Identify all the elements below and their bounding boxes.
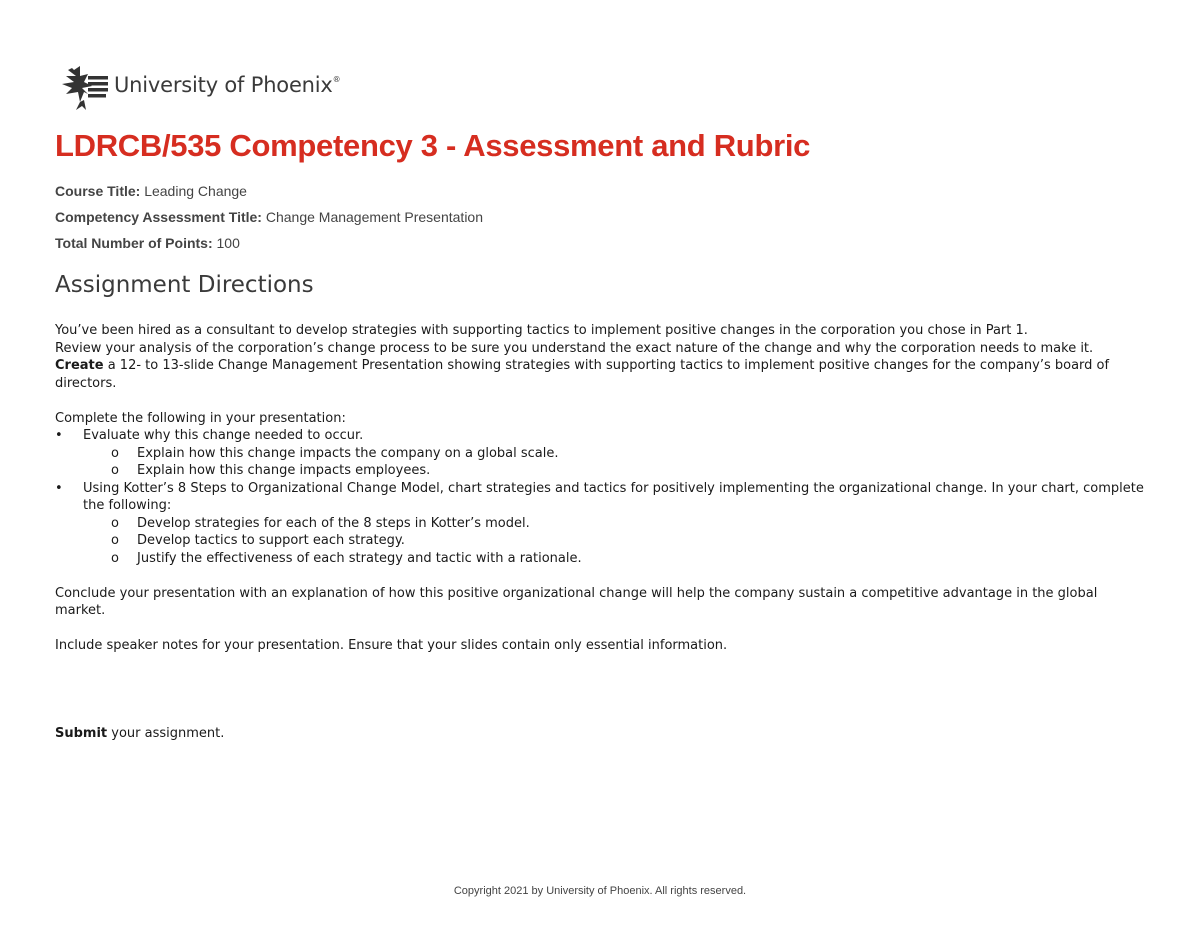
bullet-icon: • bbox=[55, 428, 63, 443]
assessment-title-line bbox=[55, 209, 483, 225]
phoenix-bird-icon bbox=[58, 58, 108, 112]
create-keyword: Create bbox=[55, 358, 104, 373]
submit-keyword: Submit bbox=[55, 725, 108, 741]
paragraph-speaker-notes: Include speaker notes for your presentation. Ensure that your slides contain only essential information. bbox=[55, 638, 728, 653]
total-points-line bbox=[55, 235, 240, 251]
copyright-footer: Copyright 2021 by University of Phoenix. All rights reserved. bbox=[453, 885, 747, 897]
sub-list-item: o Explain how this change impacts the company on a global scale. bbox=[111, 445, 559, 461]
sub-bullet-icon: o bbox=[111, 445, 119, 461]
paragraph-submit: Submit your assignment. bbox=[55, 725, 225, 741]
sub-list bbox=[83, 445, 1145, 480]
paragraph-create: Create a 12- to 13-slide Change Management Presentation showing strategies with supporting tactics to implement positive changes for the company’s board of directors. bbox=[55, 358, 1110, 391]
sub-bullet-icon: o bbox=[111, 463, 119, 478]
paragraph-conclude: Conclude your presentation with an explanation of how this positive organizational change will help the company sustain a competitive advantage in the global market. bbox=[55, 585, 1098, 618]
paragraph-intro: You’ve been hired as a consultant to develop strategies with supporting tactics to implement positive changes in the corporation you chose in Part 1. bbox=[55, 323, 1028, 338]
meta-label: Course Title: bbox=[55, 183, 141, 199]
university-logo bbox=[58, 58, 340, 112]
section-heading: Assignment Directions bbox=[55, 272, 314, 298]
bullet-icon: • bbox=[55, 480, 63, 496]
course-title-line bbox=[55, 183, 247, 199]
assignment-body bbox=[55, 322, 1145, 742]
complete-intro: Complete the following in your presentation: bbox=[55, 410, 346, 426]
sub-list-item: o Justify the effectiveness of each strategy and tactic with a rationale. bbox=[111, 550, 582, 566]
sub-bullet-icon: o bbox=[111, 515, 119, 531]
sub-bullet-icon: o bbox=[111, 550, 119, 566]
paragraph-review: Review your analysis of the corporation’s change process to be sure you understand the exact nature of the change and why the corporation needs to make it. bbox=[55, 340, 1094, 356]
sub-list-item: o Develop tactics to support each strategy. bbox=[111, 533, 405, 548]
logo-wordmark: University of Phoenix® bbox=[114, 73, 341, 97]
meta-value: Leading Change bbox=[140, 183, 247, 199]
requirements-list bbox=[55, 427, 1145, 567]
page-title: LDRCB/535 Competency 3 - Assessment and Rubric bbox=[55, 128, 811, 163]
meta-value: 100 bbox=[212, 235, 240, 251]
list-item: • Using Kotter’s 8 Steps to Organizational Change Model, chart strategies and tactics for positively implementing the organizational change. In your chart, complete the following: o Develop strategies for each of the 8 steps in Kotter’s model. o Develop tactics to support each strategy. o Justify the effectiveness of each strategy and tactic with a rationale. bbox=[55, 480, 1144, 566]
meta-value: Change Management Presentation bbox=[261, 209, 484, 225]
meta-label: Competency Assessment Title: bbox=[55, 209, 262, 225]
sub-list-item: o Explain how this change impacts employees. bbox=[111, 463, 431, 478]
list-item: • Evaluate why this change needed to occur. o Explain how this change impacts the company on a global scale. o Explain how this change impacts employees. bbox=[55, 427, 1145, 480]
sub-list-item: o Develop strategies for each of the 8 steps in Kotter’s model. bbox=[111, 515, 530, 531]
sub-bullet-icon: o bbox=[111, 533, 119, 548]
meta-label: Total Number of Points: bbox=[55, 235, 213, 251]
sub-list bbox=[83, 515, 1145, 568]
